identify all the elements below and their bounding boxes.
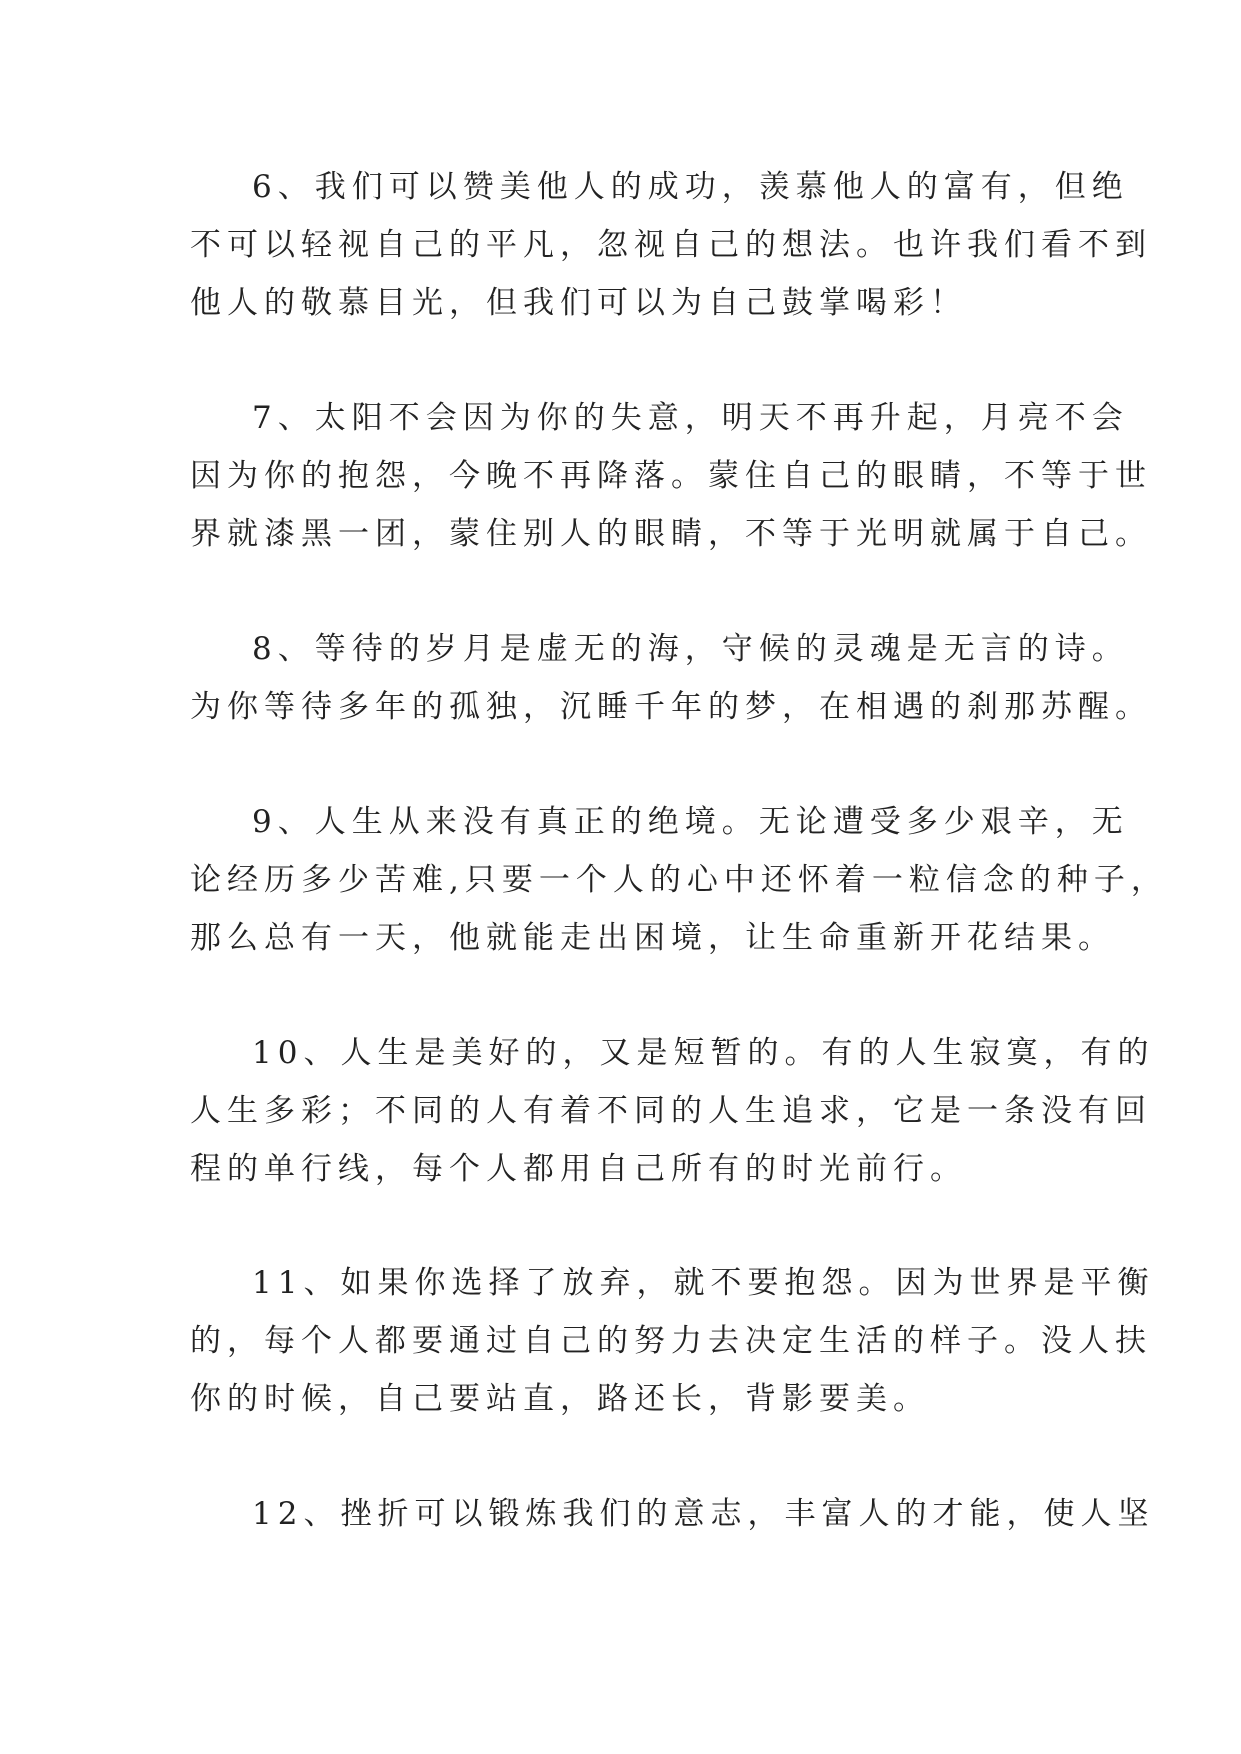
paragraph-line: 不可以轻视自己的平凡，忽视自己的想法。也许我们看不到 xyxy=(190,227,1152,263)
paragraph-line: 那么总有一天，他就能走出困境，让生命重新开花结果。 xyxy=(190,920,1115,956)
paragraph-line: 10、人生是美好的，又是短暂的。有的人生寂寞，有的 xyxy=(252,1035,1155,1071)
paragraph-line: 的，每个人都要通过自己的努力去决定生活的样子。没人扶 xyxy=(190,1323,1152,1359)
paragraph-line: 界就漆黑一团，蒙住别人的眼睛，不等于光明就属于自己。 xyxy=(190,516,1152,552)
paragraph-9 xyxy=(190,793,1168,967)
paragraph-line: 7、太阳不会因为你的失意，明天不再升起，月亮不会 xyxy=(252,400,1129,436)
paragraph-6 xyxy=(190,158,1152,332)
paragraph-12 xyxy=(190,1485,1155,1543)
paragraph-line: 6、我们可以赞美他人的成功，羡慕他人的富有，但绝 xyxy=(252,169,1129,205)
paragraph-7 xyxy=(190,389,1152,563)
paragraph-11 xyxy=(190,1254,1155,1428)
paragraph-line: 9、人生从来没有真正的绝境。无论遭受多少艰辛，无 xyxy=(252,804,1129,840)
paragraph-line: 8、等待的岁月是虚无的海，守候的灵魂是无言的诗。 xyxy=(252,631,1129,667)
paragraph-line: 论经历多少苦难,只要一个人的心中还怀着一粒信念的种子， xyxy=(190,862,1168,898)
paragraph-line: 为你等待多年的孤独，沉睡千年的梦，在相遇的刹那苏醒。 xyxy=(190,689,1152,725)
paragraph-8 xyxy=(190,620,1152,736)
paragraph-line: 你的时候，自己要站直，路还长，背影要美。 xyxy=(190,1381,930,1417)
paragraph-line: 11、如果你选择了放弃，就不要抱怨。因为世界是平衡 xyxy=(252,1265,1155,1301)
paragraph-line: 程的单行线，每个人都用自己所有的时光前行。 xyxy=(190,1151,967,1187)
paragraph-10 xyxy=(190,1024,1155,1198)
paragraph-line: 12、挫折可以锻炼我们的意志，丰富人的才能，使人坚 xyxy=(252,1496,1155,1532)
paragraph-line: 他人的敬慕目光，但我们可以为自己鼓掌喝彩！ xyxy=(190,285,967,321)
paragraph-line: 因为你的抱怨，今晚不再降落。蒙住自己的眼睛，不等于世 xyxy=(190,458,1152,494)
paragraph-line: 人生多彩；不同的人有着不同的人生追求，它是一条没有回 xyxy=(190,1093,1152,1129)
